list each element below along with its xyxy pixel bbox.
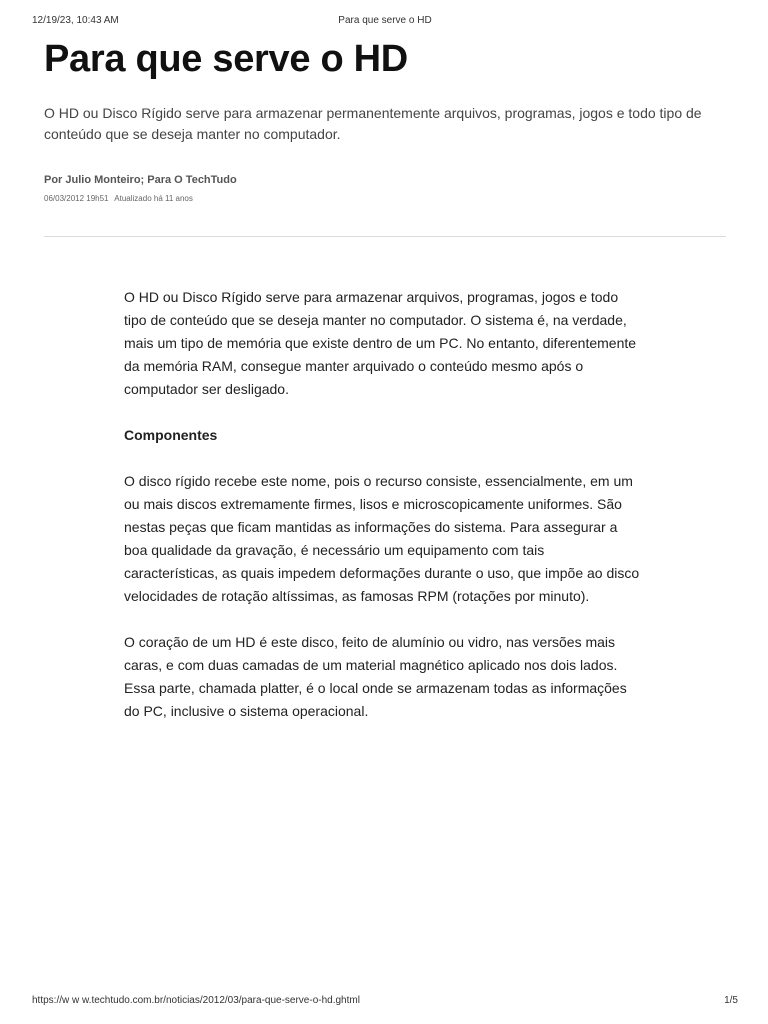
print-doc-title: Para que serve o HD (338, 15, 432, 26)
print-url: https://w w w.techtudo.com.br/noticias/2012/03/para-que-serve-o-hd.ghtml (32, 995, 360, 1006)
print-header (32, 15, 738, 29)
section-heading-componentes: Componentes (124, 427, 218, 443)
paragraph-platter: O coração de um HD é este disco, feito de alumínio ou vidro, nas versões mais caras, e com duas camadas de um material magnético aplicado nos dois lados. Essa parte, chamada platter, é o local onde se armazenam todas as informações do PC, inclusive o sistema operacional. (124, 634, 627, 719)
page-number: 1/5 (724, 995, 738, 1006)
article-byline: Por Julio Monteiro; Para O TechTudo (44, 174, 237, 186)
article-title: Para que serve o HD (44, 38, 408, 80)
published-date: 06/03/2012 19h51 (44, 194, 109, 203)
article-dateline (44, 194, 197, 203)
header-divider (44, 236, 726, 237)
print-footer (32, 995, 738, 1009)
article-body (124, 286, 642, 746)
updated-label: Atualizado há 11 anos (114, 194, 193, 203)
paragraph-intro: O HD ou Disco Rígido serve para armazenar arquivos, programas, jogos e todo tipo de conteúdo que se deseja manter no computador. O sistema é, na verdade, mais um tipo de memória que existe dentro de um PC. No entanto, diferentemente da memória RAM, consegue manter arquivado o conteúdo mesmo após o computador ser desligado. (124, 289, 637, 397)
article-subtitle: O HD ou Disco Rígido serve para armazenar permanentemente arquivos, programas, jogos e todo tipo de conteúdo que se deseja manter no computador. (44, 105, 702, 142)
paragraph-disco: O disco rígido recebe este nome, pois o recurso consiste, essencialmente, em um ou mais discos extremamente firmes, lisos e microscopicamente uniformes. São nestas peças que ficam mantidas as informações do sistema. Para assegurar a boa qualidade da gravação, é necessário um equipamento com tais características, as quais impedem deformações durante o uso, que impõe ao disco velocidades de rotação altíssimas, as famosas RPM (rotações por minuto). (124, 473, 640, 604)
print-datetime: 12/19/23, 10:43 AM (32, 15, 119, 26)
